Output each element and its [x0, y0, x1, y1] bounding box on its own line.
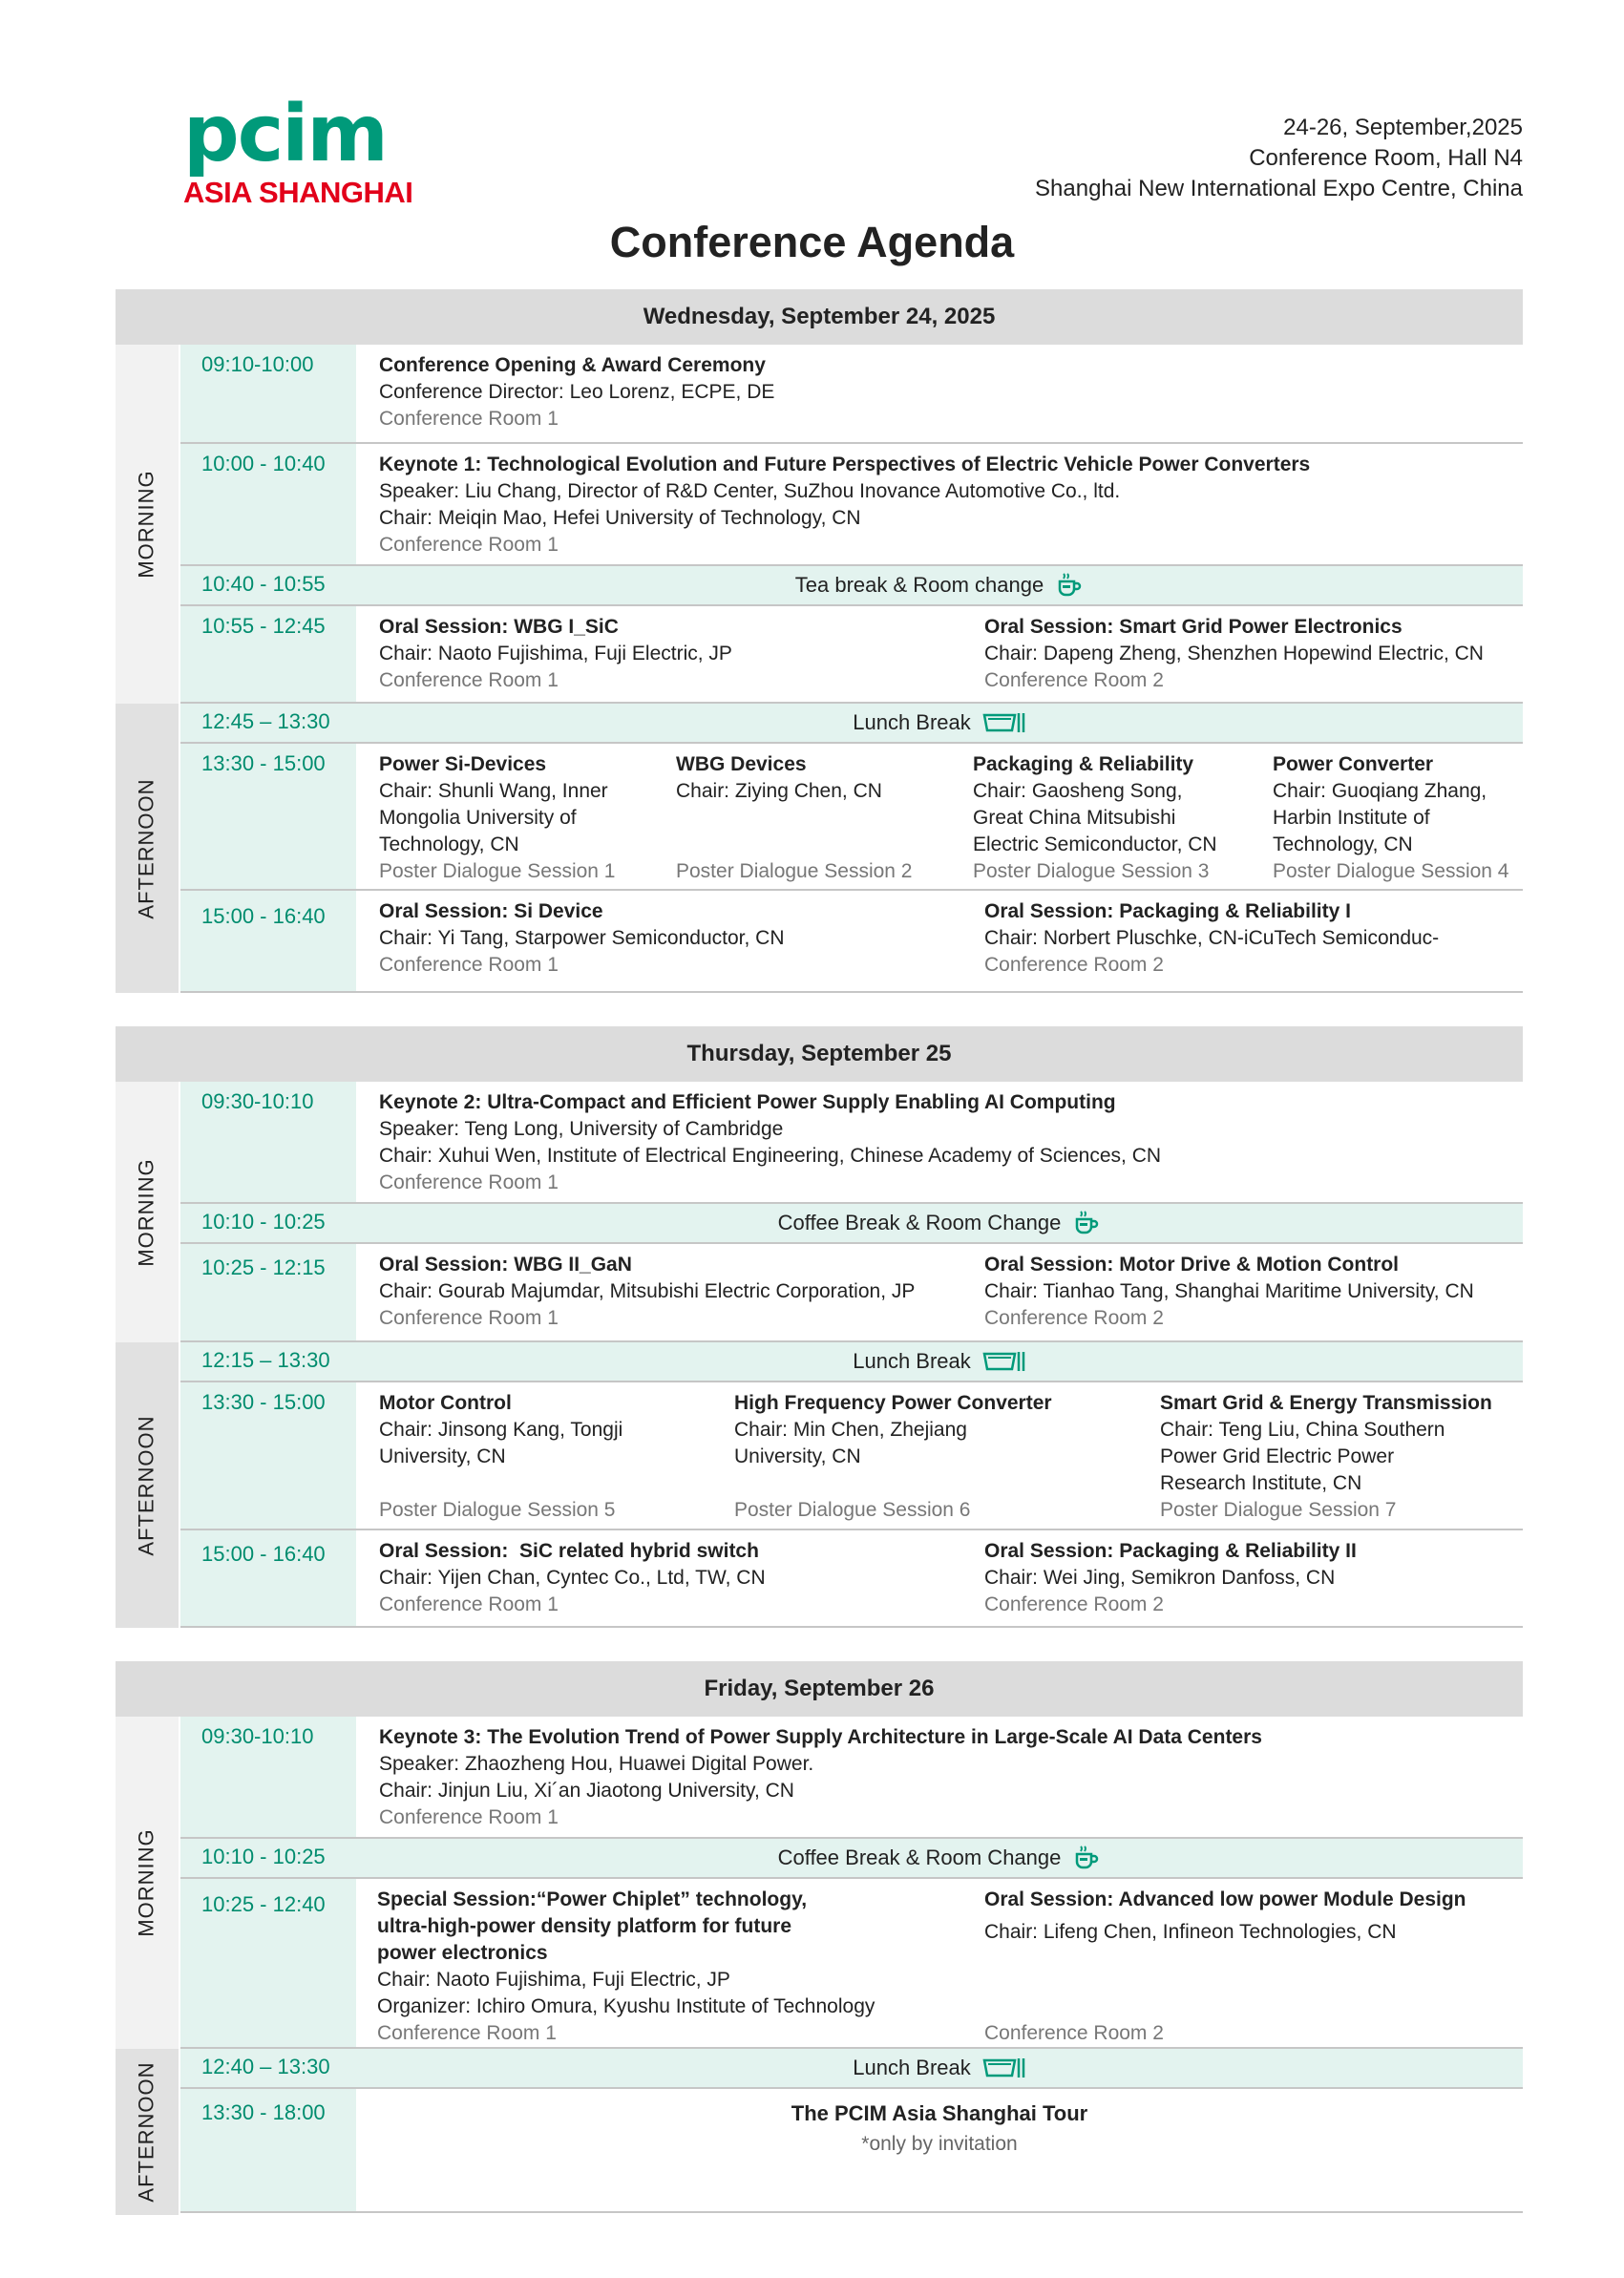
- session-row: [180, 444, 1523, 566]
- session-room: Conference Room 1: [379, 1171, 559, 1193]
- poster-title: WBG Devices: [676, 753, 807, 775]
- poster-title: High Frequency Power Converter: [734, 1392, 1052, 1414]
- break-row: [180, 566, 1523, 606]
- poster-chair: Chair: Shunli Wang, Inner: [379, 780, 608, 802]
- day-thursday: [116, 1026, 1523, 1628]
- day-wednesday: [116, 289, 1523, 993]
- time-slot: 10:00 - 10:40: [180, 444, 356, 564]
- time-slot: 15:00 - 16:40: [180, 1530, 356, 1626]
- tour-note: *only by invitation: [861, 2133, 1018, 2155]
- poster-chair-cont: University, CN: [379, 1445, 506, 1467]
- period-morning: [116, 1717, 179, 2049]
- poster-chair-cont: University, CN: [734, 1445, 861, 1467]
- session-chair: Chair: Gourab Majumdar, Mitsubishi Electric Corporation, JP: [379, 1280, 916, 1302]
- poster-row: [180, 1382, 1523, 1530]
- poster-room: Poster Dialogue Session 5: [379, 1499, 616, 1521]
- event-venue: Shanghai New International Expo Centre, China: [1035, 176, 1523, 201]
- poster-chair-cont: Electric Semiconductor, CN: [973, 833, 1217, 855]
- session-title: Special Session:“Power Chiplet” technology,: [377, 1888, 808, 1910]
- session-row: [180, 1879, 1523, 2049]
- session-chair: Chair: Wei Jing, Semikron Danfoss, CN: [984, 1567, 1336, 1589]
- logo-main-text: pcim: [183, 89, 387, 179]
- poster-chair: Chair: Guoqiang Zhang,: [1273, 780, 1487, 802]
- time-slot: 10:25 - 12:40: [180, 1879, 356, 2047]
- poster-room: Poster Dialogue Session 2: [676, 860, 913, 882]
- poster-chair-cont: Power Grid Electric Power: [1160, 1445, 1395, 1467]
- poster-chair: Chair: Min Chen, Zhejiang: [734, 1419, 967, 1441]
- session-row: [180, 606, 1523, 704]
- period-label: AFTERNOON: [135, 777, 158, 919]
- session-organizer: Organizer: Ichiro Omura, Kyushu Institute of Technology: [377, 1995, 875, 2017]
- session-row: [180, 1244, 1523, 1342]
- session-chair: Chair: Yi Tang, Starpower Semiconductor, CN: [379, 927, 785, 949]
- break-label: Tea break & Room change: [794, 573, 1044, 597]
- session-chair: Chair: Tianhao Tang, Shanghai Maritime University, CN: [984, 1280, 1474, 1302]
- tour-title: The PCIM Asia Shanghai Tour: [791, 2101, 1088, 2125]
- coffee-cup-icon: [1072, 1209, 1101, 1237]
- break-row: [180, 1204, 1523, 1244]
- time-slot: 12:15 – 13:30: [180, 1342, 356, 1381]
- poster-title: Smart Grid & Energy Transmission: [1160, 1392, 1492, 1414]
- period-afternoon: [116, 2049, 179, 2215]
- time-slot: 09:10-10:00: [180, 345, 356, 442]
- session-speaker: Speaker: Liu Chang, Director of R&D Center, SuZhou Inovance Automotive Co., ltd.: [379, 480, 1121, 502]
- break-label: Lunch Break: [853, 2056, 971, 2079]
- event-room: Conference Room, Hall N4: [1249, 145, 1523, 171]
- period-label: MORNING: [135, 1157, 159, 1267]
- break-row: [180, 2049, 1523, 2089]
- session-room: Conference Room 1: [379, 1307, 559, 1329]
- time-slot: 10:55 - 12:45: [180, 606, 356, 702]
- time-slot: 10:25 - 12:15: [180, 1244, 356, 1340]
- time-slot: 13:30 - 18:00: [180, 2089, 356, 2211]
- session-title: Oral Session: Motor Drive & Motion Control: [984, 1254, 1400, 1276]
- break-label: Coffee Break & Room Change: [777, 1846, 1062, 1869]
- session-row: [180, 1717, 1523, 1839]
- day-header: Thursday, September 25: [116, 1026, 1523, 1082]
- session-room: Conference Room 2: [984, 1307, 1164, 1329]
- break-label: Lunch Break: [853, 710, 971, 734]
- session-room: Conference Room 2: [984, 669, 1164, 691]
- poster-chair-cont: Technology, CN: [1273, 833, 1413, 855]
- session-chair: Chair: Jinjun Liu, Xi´an Jiaotong University, CN: [379, 1780, 794, 1802]
- poster-room: Poster Dialogue Session 3: [973, 860, 1210, 882]
- period-label: AFTERNOON: [135, 1414, 158, 1556]
- lunch-tray-icon: [982, 1349, 1026, 1374]
- session-row: [180, 891, 1523, 993]
- session-title: Conference Opening & Award Ceremony: [379, 354, 766, 376]
- time-slot: 10:40 - 10:55: [180, 566, 356, 604]
- poster-chair-cont: Research Institute, CN: [1160, 1472, 1362, 1494]
- session-title-cont: power electronics: [377, 1942, 548, 1964]
- session-room: Conference Room 1: [377, 2022, 557, 2044]
- break-label: Lunch Break: [853, 1349, 971, 1373]
- poster-chair: Chair: Gaosheng Song,: [973, 780, 1183, 802]
- session-title: Oral Session: WBG I_SiC: [379, 616, 619, 638]
- day-header: Friday, September 26: [116, 1661, 1523, 1717]
- logo-sub-text: ASIA SHANGHAI: [183, 176, 413, 209]
- poster-chair: Chair: Jinsong Kang, Tongji: [379, 1419, 623, 1441]
- poster-title: Packaging & Reliability: [973, 753, 1194, 775]
- period-morning: [116, 1082, 179, 1342]
- time-slot: 09:30-10:10: [180, 1717, 356, 1837]
- time-slot: 15:00 - 16:40: [180, 891, 356, 991]
- session-chair: Chair: Naoto Fujishima, Fuji Electric, JP: [379, 643, 732, 664]
- session-row: [180, 1082, 1523, 1204]
- time-slot: 13:30 - 15:00: [180, 744, 356, 889]
- session-speaker: Speaker: Zhaozheng Hou, Huawei Digital Power.: [379, 1753, 814, 1775]
- session-chair: Chair: Dapeng Zheng, Shenzhen Hopewind Electric, CN: [984, 643, 1484, 664]
- session-title: Oral Session: Advanced low power Module Design: [984, 1888, 1466, 1910]
- event-info: [1035, 113, 1523, 204]
- poster-room: Poster Dialogue Session 1: [379, 860, 616, 882]
- session-title: Keynote 1: Technological Evolution and Future Perspectives of Electric Vehicle Power Converters: [379, 453, 1311, 475]
- coffee-cup-icon: [1072, 1844, 1101, 1872]
- session-room: Conference Room 1: [379, 534, 559, 556]
- session-chair: Chair: Yijen Chan, Cyntec Co., Ltd, TW, CN: [379, 1567, 766, 1589]
- poster-title: Power Converter: [1273, 753, 1434, 775]
- session-title: Keynote 2: Ultra-Compact and Efficient Power Supply Enabling AI Computing: [379, 1091, 1116, 1113]
- session-room: Conference Room 1: [379, 408, 559, 430]
- poster-chair-cont: Technology, CN: [379, 833, 519, 855]
- break-row: [180, 704, 1523, 744]
- break-row: [180, 1342, 1523, 1382]
- session-chair: Chair: Lifeng Chen, Infineon Technologies, CN: [984, 1921, 1397, 1943]
- session-title: Oral Session: WBG II_GaN: [379, 1254, 632, 1276]
- session-chair: Chair: Norbert Pluschke, CN-iCuTech Semiconduc-: [984, 927, 1440, 949]
- time-slot: 09:30-10:10: [180, 1082, 356, 1202]
- poster-chair-cont: Great China Mitsubishi: [973, 807, 1176, 829]
- period-morning: [116, 345, 179, 704]
- poster-room: Poster Dialogue Session 7: [1160, 1499, 1397, 1521]
- day-friday: [116, 1661, 1523, 2215]
- poster-row: [180, 744, 1523, 891]
- session-row: [180, 2089, 1523, 2213]
- session-chair: Chair: Meiqin Mao, Hefei University of Technology, CN: [379, 507, 861, 529]
- session-speaker: Speaker: Teng Long, University of Cambridge: [379, 1118, 784, 1140]
- time-slot: 12:45 – 13:30: [180, 704, 356, 742]
- poster-title: Motor Control: [379, 1392, 512, 1414]
- session-row: [180, 1530, 1523, 1628]
- session-title: Oral Session: Packaging & Reliability II: [984, 1540, 1357, 1562]
- poster-chair: Chair: Ziying Chen, CN: [676, 780, 882, 802]
- day-header: Wednesday, September 24, 2025: [116, 289, 1523, 345]
- session-chair: Chair: Naoto Fujishima, Fuji Electric, JP: [377, 1969, 730, 1991]
- period-label: MORNING: [135, 1828, 159, 1937]
- session-title: Oral Session: Packaging & Reliability I: [984, 900, 1351, 922]
- page-title: Conference Agenda: [609, 218, 1015, 266]
- period-label: AFTERNOON: [135, 2061, 158, 2203]
- time-slot: 10:10 - 10:25: [180, 1204, 356, 1242]
- session-room: Conference Room 1: [379, 669, 559, 691]
- period-afternoon: [116, 704, 179, 993]
- period-afternoon: [116, 1342, 179, 1628]
- poster-title: Power Si-Devices: [379, 753, 547, 775]
- session-title-cont: ultra-high-power density platform for future: [377, 1915, 791, 1937]
- session-title: Oral Session: Smart Grid Power Electronics: [984, 616, 1403, 638]
- poster-chair-cont: Mongolia University of: [379, 807, 577, 829]
- break-row: [180, 1839, 1523, 1879]
- session-chair: Chair: Xuhui Wen, Institute of Electrical Engineering, Chinese Academy of Sciences, CN: [379, 1145, 1162, 1167]
- time-slot: 10:10 - 10:25: [180, 1839, 356, 1877]
- session-director: Conference Director: Leo Lorenz, ECPE, DE: [379, 381, 775, 403]
- poster-chair: Chair: Teng Liu, China Southern: [1160, 1419, 1445, 1441]
- break-label: Coffee Break & Room Change: [777, 1211, 1062, 1234]
- poster-room: Poster Dialogue Session 4: [1273, 860, 1509, 882]
- period-label: MORNING: [135, 470, 159, 579]
- session-room: Conference Room 2: [984, 954, 1164, 976]
- session-room: Conference Room 2: [984, 1593, 1164, 1615]
- session-room: Conference Room 1: [379, 954, 559, 976]
- time-slot: 12:40 – 13:30: [180, 2049, 356, 2087]
- poster-room: Poster Dialogue Session 6: [734, 1499, 971, 1521]
- session-title: Oral Session: Si Device: [379, 900, 603, 922]
- session-room: Conference Room 1: [379, 1593, 559, 1615]
- coffee-cup-icon: [1055, 571, 1084, 600]
- session-title: Keynote 3: The Evolution Trend of Power Supply Architecture in Large-Scale AI Data Centers: [379, 1726, 1262, 1748]
- session-row: [180, 345, 1523, 444]
- lunch-tray-icon: [982, 710, 1026, 735]
- lunch-tray-icon: [982, 2056, 1026, 2080]
- session-title: Oral Session: SiC related hybrid switch: [379, 1540, 759, 1562]
- session-room: Conference Room 1: [379, 1806, 559, 1828]
- pcim-logo: [183, 89, 413, 210]
- poster-chair-cont: Harbin Institute of: [1273, 807, 1430, 829]
- event-date: 24-26, September,2025: [1283, 115, 1523, 140]
- session-room: Conference Room 2: [984, 2022, 1164, 2044]
- time-slot: 13:30 - 15:00: [180, 1382, 356, 1529]
